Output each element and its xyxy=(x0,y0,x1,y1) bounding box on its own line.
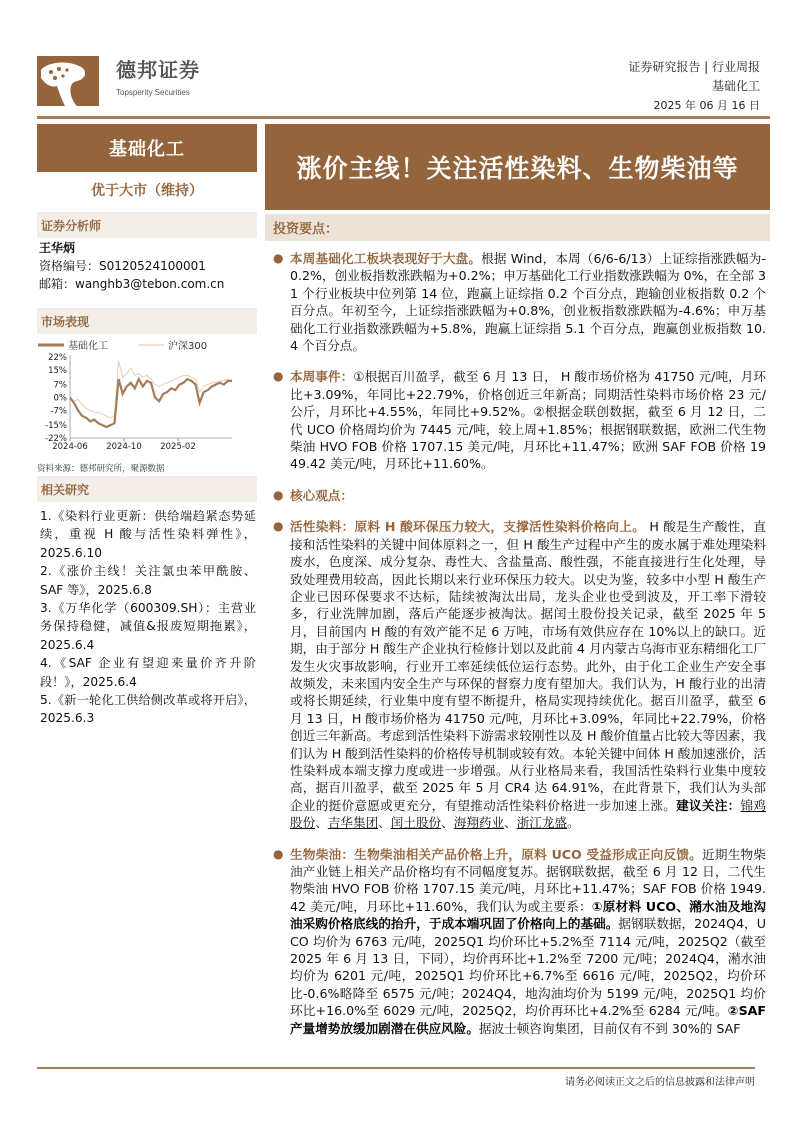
y-tick-label: -7% xyxy=(50,406,67,417)
key-point: ①原材料 UCO、潲水油及地沟油采购价格底线的抬升，于成本端巩固了价格向上的基础。 xyxy=(290,898,766,932)
separator: 、 xyxy=(378,815,391,831)
period: 。 xyxy=(567,815,580,831)
brand-name: 德邦证券 xyxy=(116,58,200,82)
related-item[interactable]: 1.《染料行业更新：供给端趋紧态势延续，重视 H 酸与活性染料弹性》，2025.6.10 xyxy=(40,509,256,560)
y-tick-label: 7% xyxy=(53,380,67,391)
related-research-list xyxy=(40,507,256,728)
paragraph-body: 近期生物柴油产业链上相关产品价格均有不同幅度复苏。据钢联数据，截至 6 月 12 日，二代生物柴油 HVO FOB 价格 1707.15 美元/吨，月环比+11.47%；SAF FOB 价格 1949.42 美元/吨，月环比+11.60%，我们认为或主要系： xyxy=(290,846,766,914)
company-link[interactable]: 海翔药业 xyxy=(453,815,505,831)
bullet-icon: ● xyxy=(273,846,284,861)
reactive-dye-paragraph xyxy=(273,518,767,831)
footer-disclaimer: 请务必阅读正文之后的信息披露和法律声明 xyxy=(565,1077,755,1088)
market-chart xyxy=(30,335,258,455)
paragraph-body: 据钢联数据，2024Q4，UCO 均价为 6763 元/吨，2025Q1 均价环比+5.2%至 7114 元/吨，2025Q2（截至 2025 年 6 月 13 日，下同），均价再环比+1.2%至 7200 元/吨；2024Q4，潲水油均价为 6201 元/吨，2025Q1 均价环比+6.7%至 6616 元/吨，2025Q2，均价环比-0.6%略降至 6575 元/吨；2024Q4，地沟油均价为 5199 元/吨，2025Q1 均价环比+16.0%至 6029 元/吨，2025Q2，均价再环比+4.2%至 6284 元/吨。 xyxy=(290,916,766,1019)
market-heading: 市场表现 xyxy=(37,308,257,334)
bullet-icon: ● xyxy=(273,369,284,384)
license-value: S0120524100001 xyxy=(99,259,206,273)
company-link[interactable]: 吉华集团 xyxy=(327,815,379,831)
paragraph-body: H 酸是生产酸性，直接和活性染料的关键中间体原料之一，但 H 酸生产过程中产生的废水属于难处理染料废水，色度深、成分复杂、毒性大、含盐量高、酸性强，不能直接进行生化处理，导致处理费用较高，因此长期以来行业环保压力较大。以史为鉴，较多中小型 H 酸生产企业已因环保要求不达标，陆续被淘汰出局，龙头企业也受到波及，开工率下滑较多，行业洗牌加剧，落后产能逐步被淘汰。据闰土股份投关记录，截至 2025 年 5 月，目前国内 H 酸的有效产能不足 6 万吨，市场有效供应存在 10%以上的缺口。近期，由于部分 H 酸生产企业执行检修计划以及此前 4 月内蒙古乌海市亚东精细化工厂发生火灾事故影响，行业开工率延续低位运行态势。此外，由于化工企业生产安全事故频发，未来国内安全生产与环保的督察力度有望加大。我们认为，H 酸行业的出清或将长期延续，行业集中度有望不断提升，格局实现持续优化。据百川盈孚，截至 6 月 13 日，H 酸市场价格为 41750 元/吨，月环比+3.09%，年同比+22.79%，价格创近三年新高。考虑到活性染料下游需求较刚性以及 H 酸价值量占比较大等因素，我们认为 H 酸到活性染料的价格传导机制或较有效。本轮关键中间体 H 酸加速涨价，活性染料成本端支撑力度或进一步增强。从行业格局来看，我国活性染料行业集中度较高，据百川盈孚，截至 2025 年 5 月 CR4 达 64.91%，在此背景下，我们认为头部企业的挺价意愿或更充分，有望推动活性染料价格进一步加速上涨。 xyxy=(290,519,767,813)
paragraph-body: ①根据百川盈孚，截至 6 月 13 日， H 酸市场价格为 41750 元/吨，月环比+3.09%，年同比+22.79%，价格创近三年新高；同期活性染料市场价格 23 元/公斤，月环比+4.55%，年同比+9.52%。②根据金联创数据，截至 6 月 12 日，二代 UCO 价格周均价为 7445 元/吨，较上周+1.85%；根据钢联数据，欧洲二代生物柴油 HVO FOB 价格 1707.15 美元/吨，月环比+11.47%；欧洲 SAF FOB 价格 1949.42 美元/吨，月环比+11.60%。 xyxy=(290,369,766,472)
key-points-heading: 投资要点： xyxy=(265,214,770,241)
separator: 、 xyxy=(504,815,517,831)
key-points-body xyxy=(273,250,767,1051)
x-tick-label: 2025-02 xyxy=(160,442,196,452)
report-title: 涨价主线！关注活性染料、生物柴油等 xyxy=(265,124,770,210)
biodiesel-paragraph xyxy=(273,846,766,1037)
analyst-heading: 证券分析师 xyxy=(37,212,257,238)
company-link[interactable]: 闰土股份 xyxy=(390,815,442,831)
focus-label: 建议关注： xyxy=(676,797,741,813)
paragraph-body: 据波士顿咨询集团，目前仅有不到 30%的 SAF xyxy=(478,1020,741,1036)
separator: 、 xyxy=(441,815,454,831)
paragraph-heading: 生物柴油：生物柴油相关产品价格上升，原料 UCO 受益形成正向反馈。 xyxy=(290,846,703,862)
email-link[interactable]: wanghb3@tebon.com.cn xyxy=(75,277,225,291)
sector-label: 基础化工 xyxy=(37,124,257,172)
x-tick-label: 2024-10 xyxy=(106,442,142,452)
analyst-license xyxy=(39,257,206,275)
y-tick-label: 22% xyxy=(48,353,67,363)
report-type: 证券研究报告 | 行业周报 xyxy=(628,60,760,74)
company-link[interactable]: 锦鸡股份 xyxy=(290,797,767,831)
chart-source: 资料来源：德邦研究所，聚源数据 xyxy=(37,464,165,474)
legend-label: 基础化工 xyxy=(68,341,108,352)
related-item[interactable]: 3.《万华化学（600309.SH）：主营业务保持稳健，减值&报废短期拖累》，2025.6.4 xyxy=(40,601,256,652)
related-item[interactable]: 5.《新一轮化工供给侧改革或将开启》，2025.6.3 xyxy=(40,693,256,726)
company-logo xyxy=(37,56,99,106)
related-heading: 相关研究 xyxy=(37,476,257,502)
footer-divider xyxy=(37,1067,755,1069)
y-tick-label: 15% xyxy=(48,365,67,376)
brand-name-en: Topsperity Securities xyxy=(116,88,190,97)
related-item[interactable]: 2.《涨价主线！关注氯虫苯甲酰胺、SAF 等》，2025.6.8 xyxy=(40,564,256,597)
footer xyxy=(37,1067,755,1089)
bullet-icon: ● xyxy=(273,519,284,534)
report-industry: 基础化工 xyxy=(711,79,760,93)
header-divider xyxy=(37,116,770,119)
weekly-events-paragraph xyxy=(273,368,766,472)
core-views-heading xyxy=(273,487,766,504)
paragraph-body: 根据 Wind，本周（6/6-6/13）上证综指涨跌幅为-0.2%，创业板指数涨跌幅为+0.2%；申万基础化工行业指数涨跌幅为 0%，在全部 31 个行业板块中位列第 14 位，跑赢上证综指 0.2 个百分点，跑输创业板指数 0.2 个百分点。年初至今，上证综指涨跌幅为+0.8%，创业板指数涨跌幅为-4.6%；申万基础化工行业指数涨跌幅为+5.8%，跑赢上证综指 5.1 个百分点，跑赢创业板指数 10.4 个百分点。 xyxy=(290,251,767,354)
paragraph-heading: 本周事件： xyxy=(290,369,354,385)
rating: 优于大市（维持） xyxy=(91,183,203,199)
key-point: ②SAF 产量增势放缓加剧潜在供应风险。 xyxy=(290,1003,766,1036)
y-tick-label: -15% xyxy=(45,421,67,432)
paragraph-heading: 活性染料：原料 H 酸环保压力较大，支撑活性染料价格向上。 xyxy=(290,519,646,535)
analyst-name: 王华炳 xyxy=(39,241,76,255)
report-date: 2025 年 06 月 16 日 xyxy=(653,99,760,112)
y-tick-label: -22% xyxy=(45,434,67,444)
email-label: 邮箱： xyxy=(39,277,76,291)
y-tick-label: 0% xyxy=(53,393,67,404)
separator: 、 xyxy=(315,815,328,831)
bullet-icon: ● xyxy=(273,251,284,265)
x-tick-label: 2024-06 xyxy=(52,442,88,452)
series-line-chemical xyxy=(70,379,232,427)
weekly-performance-paragraph xyxy=(273,250,767,354)
bullet-icon: ● xyxy=(273,487,284,502)
paragraph-heading: 本周基础化工板块表现好于大盘。 xyxy=(290,251,482,266)
license-label: 资格编号： xyxy=(39,259,100,273)
company-link[interactable]: 浙江龙盛 xyxy=(516,815,568,831)
related-item[interactable]: 4.《SAF 企业有望迎来量价齐升阶段！》，2025.6.4 xyxy=(40,656,256,689)
paragraph-heading: 核心观点： xyxy=(290,487,353,503)
legend-label: 沪深300 xyxy=(168,341,208,352)
analyst-email xyxy=(39,275,224,293)
